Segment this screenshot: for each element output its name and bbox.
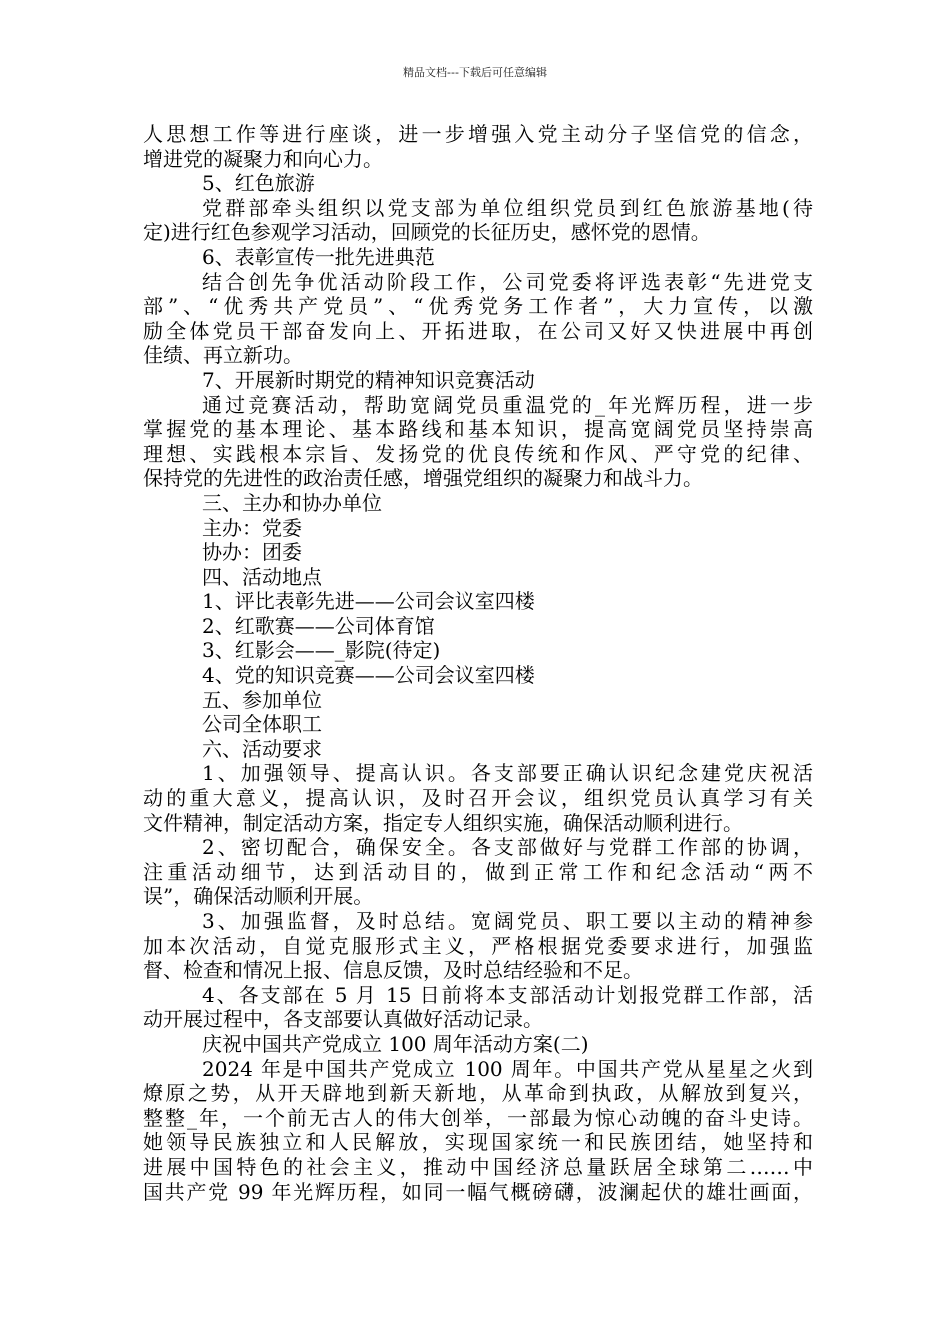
text-line: 人思想工作等进行座谈，进一步增强入党主动分子坚信党的信念， [143,122,813,146]
document-body [143,122,813,1204]
text-line: 党群部牵头组织以党支部为单位组织党员到红色旅游基地(待 [202,195,813,220]
text-line: 佳绩、再立新功。 [143,343,303,368]
text-line: 掌握党的基本理论、基本路线和基本知识，提高宽阔党员坚持崇高 [143,417,813,442]
text-line: 2、密切配合，确保安全。各支部做好与党群工作部的协调， [202,835,813,860]
text-line: 3、加强监督，及时总结。宽阔党员、职工要以主动的精神参 [202,909,813,933]
text-line: 励全体党员干部奋发向上、开拓进取，在公司又好又快进展中再创 [143,318,813,343]
text-line: 动开展过程中，各支部要认真做好活动记录。 [143,1007,543,1032]
text-line: 加本次活动，自觉克服形式主义，严格根据党委要求进行，加强监 [143,933,813,958]
text-line: 2、红歌赛——公司体育馆 [202,613,435,638]
text-line: 4、各支部在 5 月 15 日前将本支部活动计划报党群工作部，活 [202,982,813,1007]
text-line: 6、表彰宣传一批先进典范 [202,244,435,269]
text-line: 五、参加单位 [202,687,322,712]
text-line: 六、活动要求 [202,736,322,761]
text-line: 主办：党委 [202,515,302,540]
text-line: 督、检查和情况上报、信息反馈，及时总结经验和不足。 [143,958,643,983]
text-line: 庆祝中国共产党成立 100 周年活动方案(二) [202,1031,589,1056]
text-line: 误”，确保活动顺利开展。 [143,884,374,909]
text-line: 理想、实践根本宗旨、发扬党的优良传统和作风、严守党的纪律、 [143,441,813,466]
text-line: 进展中国特色的社会主义，推动中国经济总量跃居全球第二……中 [143,1154,813,1179]
text-line: 1、加强领导、提高认识。各支部要正确认识纪念建党庆祝活 [202,761,813,786]
text-line: 她领导民族独立和人民解放，实现国家统一和民族团结，她坚持和 [143,1130,813,1155]
text-line: 协办：团委 [202,540,302,565]
text-line: 2024 年是中国共产党成立 100 周年。中国共产党从星星之火到 [202,1056,813,1081]
text-line: 7、开展新时期党的精神知识竞赛活动 [202,367,535,392]
text-line: 5、红色旅游 [202,171,315,196]
text-line: 部”、“优秀共产党员”、“优秀党务工作者”，大力宣传，以激 [143,294,813,319]
text-line: 保持党的先进性的政治责任感，增强党组织的凝聚力和战斗力。 [143,466,703,491]
text-line: 通过竞赛活动，帮助宽阔党员重温党的_年光辉历程，进一步 [202,392,813,417]
page-header: 精品文档---下载后可任意编辑 [403,66,547,79]
text-line: 公司全体职工 [202,712,322,737]
text-line: 燎原之势，从开天辟地到新天新地，从革命到执政，从解放到复兴， [143,1081,813,1106]
text-line: 四、活动地点 [202,564,322,589]
text-line: 4、党的知识竞赛——公司会议室四楼 [202,663,535,688]
text-line: 1、评比表彰先进——公司会议室四楼 [202,589,535,614]
text-line: 增进党的凝聚力和向心力。 [143,146,383,171]
text-line: 三、主办和协办单位 [202,490,382,515]
text-line: 动的重大意义，提高认识，及时召开会议，组织党员认真学习有关 [143,786,813,811]
text-line: 国共产党 99 年光辉历程，如同一幅气概磅礴，波澜起伏的雄壮画面， [143,1179,813,1204]
text-line: 3、红影会——_影院(待定) [202,638,441,663]
text-line: 文件精神，制定活动方案，指定专人组织实施，确保活动顺利进行。 [143,810,743,835]
text-line: 整整_年，一个前无古人的伟大创举，一部最为惊心动魄的奋斗史诗。 [143,1105,813,1130]
text-line: 定)进行红色参观学习活动，回顾党的长征历史，感怀党的恩情。 [143,220,711,245]
text-line: 注重活动细节，达到活动目的，做到正常工作和纪念活动“两不 [143,859,813,884]
text-line: 结合创先争优活动阶段工作，公司党委将评选表彰“先进党支 [202,269,813,294]
